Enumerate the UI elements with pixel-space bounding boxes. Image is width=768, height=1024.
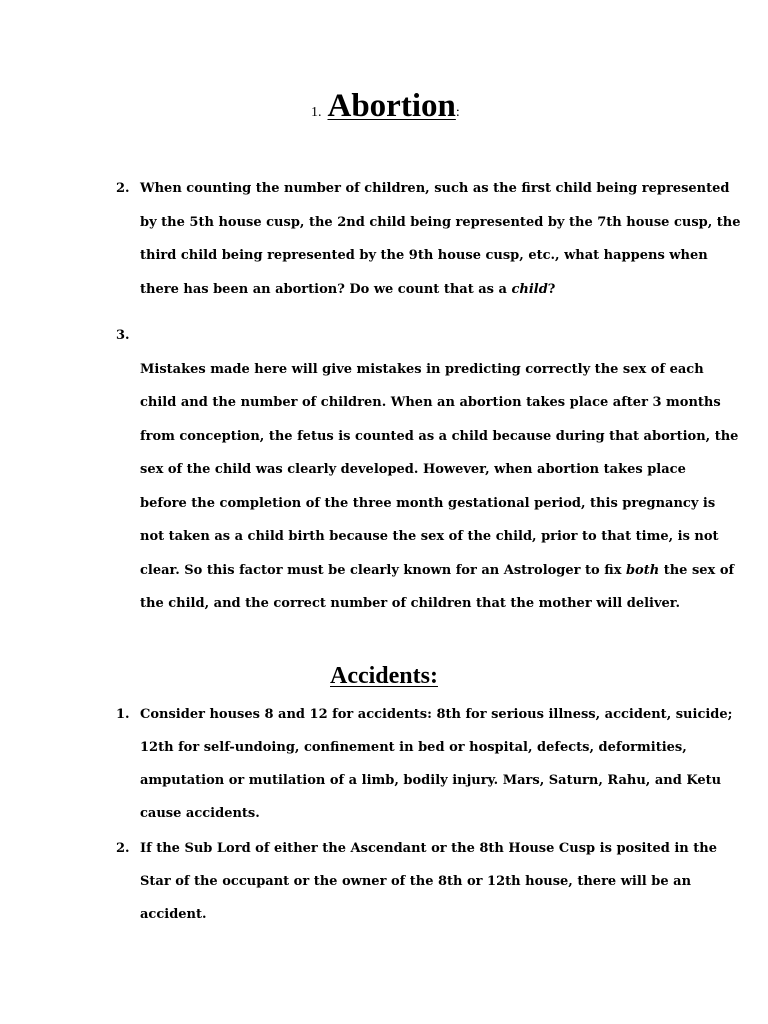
abortion-heading <box>311 88 460 128</box>
accidents-item-2-line-1: If the Sub Lord of either the Ascendant or the 8th House Cusp is posited in the <box>140 841 717 856</box>
abortion-item-3-line-5: before the completion of the three month gestational period, this pregnancy is <box>140 496 716 511</box>
accidents-item-1-line-4: cause accidents. <box>140 806 260 821</box>
abortion-item-2-line-2: by the 5th house cusp, the 2nd child being represented by the 7th house cusp, the <box>140 215 741 230</box>
abortion-item-2-line-3: third child being represented by the 9th house cusp, etc., what happens when <box>140 248 708 263</box>
abortion-item-3-number: 3. <box>116 328 130 343</box>
abortion-item-3-italic-both: both <box>625 563 660 578</box>
accidents-item-1-line-2: 12th for self-undoing, confinement in bed or hospital, defects, deformities, <box>140 740 687 755</box>
abortion-item-2-line-1: When counting the number of children, such as the first child being represented <box>140 181 730 196</box>
accidents-item-1-line-3: amputation or mutilation of a limb, bodily injury. Mars, Saturn, Rahu, and Ketu <box>140 773 722 788</box>
abortion-item-3-line-4: sex of the child was clearly developed. However, when abortion takes place <box>140 462 686 477</box>
abortion-item-3-line-8: the child, and the correct number of children that the mother will deliver. <box>140 596 680 611</box>
abortion-item-3-line-3: from conception, the fetus is counted as a child because during that abortion, the <box>140 429 739 444</box>
accidents-item-1-number: 1. <box>116 707 130 722</box>
abortion-item-2-line-4-text: there has been an abortion? Do we count that as a <box>140 282 512 297</box>
abortion-heading-number: 1. <box>311 105 322 120</box>
abortion-item-3-line-7-text: clear. So this factor must be clearly known for an Astrologer to fix <box>140 563 626 578</box>
abortion-item-3-line-6: not taken as a child birth because the sex of the child, prior to that time, is not <box>140 529 719 544</box>
abortion-heading-title: Abortion <box>327 88 456 124</box>
abortion-item-2-number: 2. <box>116 181 130 196</box>
accidents-item-2-line-2: Star of the occupant or the owner of the 8th or 12th house, there will be an <box>140 874 692 889</box>
abortion-item-2-line-4-end: ? <box>547 282 556 297</box>
abortion-item-3-line-2: child and the number of children. When an abortion takes place after 3 months <box>140 395 721 410</box>
abortion-item-2-italic-child: child <box>511 282 548 297</box>
abortion-item-3-line-7 <box>140 563 735 579</box>
accidents-item-2-line-3: accident. <box>140 907 207 922</box>
abortion-item-3-line-1: Mistakes made here will give mistakes in predicting correctly the sex of each <box>140 362 704 377</box>
accidents-item-2-number: 2. <box>116 841 130 856</box>
accidents-heading: Accidents: <box>330 663 438 689</box>
abortion-item-3-line-7-end: the sex of <box>659 563 735 578</box>
abortion-heading-colon: : <box>455 105 460 120</box>
accidents-item-1-line-1: Consider houses 8 and 12 for accidents: 8th for serious illness, accident, suicide; <box>140 707 733 722</box>
abortion-item-2-line-4 <box>140 282 555 298</box>
